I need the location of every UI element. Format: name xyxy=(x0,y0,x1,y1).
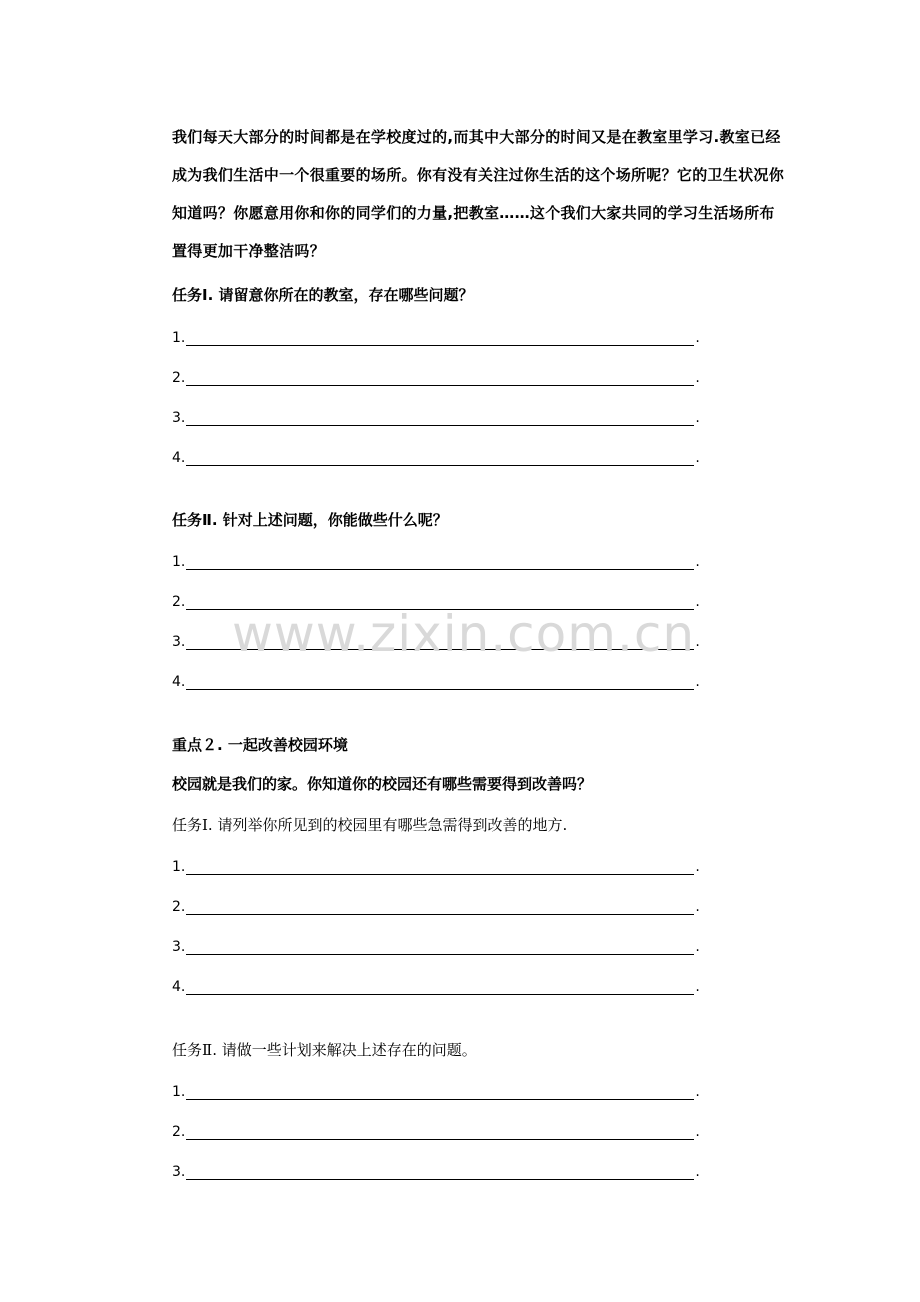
line-end-dot: . xyxy=(695,979,700,995)
answer-line-1[interactable] xyxy=(172,548,702,570)
blank-rule xyxy=(186,367,694,386)
blank-rule xyxy=(186,1121,694,1140)
line-end-dot: . xyxy=(695,1084,700,1100)
blank-rule xyxy=(186,327,694,346)
blank-rule xyxy=(186,936,694,955)
answer-line-4[interactable] xyxy=(172,973,702,995)
answer-line-4[interactable] xyxy=(172,444,702,466)
line-end-dot: . xyxy=(695,899,700,915)
answer-line-3[interactable] xyxy=(172,1158,702,1180)
line-number: 1. xyxy=(172,1084,186,1100)
line-number: 1. xyxy=(172,330,186,346)
line-number: 2. xyxy=(172,1124,186,1140)
blank-rule xyxy=(186,671,694,690)
blank-rule xyxy=(186,631,694,650)
line-number: 2. xyxy=(172,594,186,610)
answer-line-3[interactable] xyxy=(172,628,702,650)
line-number: 1. xyxy=(172,859,186,875)
line-number: 2. xyxy=(172,370,186,386)
section-2-question: 校园就是我们的家。你知道你的校园还有哪些需要得到改善吗？ xyxy=(172,775,593,793)
line-number: 3. xyxy=(172,939,186,955)
intro-paragraph: 我们每天大部分的时间都是在学校度过的,而其中大部分的时间又是在教室里学习.教室已经成为我们生活中一个很重要的场所。你有没有关注过你生活的这个场所呢？它的卫生状况你知道吗？你愿意用你和你的同学们的力量,把教室……这个我们大家共同的学习生活场所布置得更加干净整洁吗？ xyxy=(172,128,785,260)
answer-line-3[interactable] xyxy=(172,933,702,955)
section-2-heading: 重点２. 一起改善校园环境 xyxy=(172,736,348,754)
line-number: 2. xyxy=(172,899,186,915)
line-end-dot: . xyxy=(695,410,700,426)
line-number: 1. xyxy=(172,554,186,570)
blank-rule xyxy=(186,1161,694,1180)
answer-line-2[interactable] xyxy=(172,364,702,386)
watermark: www.zixin.com.cn xyxy=(232,605,696,663)
line-end-dot: . xyxy=(695,674,700,690)
line-number: 3. xyxy=(172,1164,186,1180)
task-2-heading: 任务Ⅱ. 请做一些计划来解决上述存在的问题。 xyxy=(172,1041,477,1059)
line-end-dot: . xyxy=(695,450,700,466)
blank-rule xyxy=(186,976,694,995)
blank-rule xyxy=(186,1081,694,1100)
line-number: 4. xyxy=(172,674,186,690)
answer-line-4[interactable] xyxy=(172,668,702,690)
blank-rule xyxy=(186,896,694,915)
blank-rule xyxy=(186,856,694,875)
answer-line-1[interactable] xyxy=(172,1078,702,1100)
line-end-dot: . xyxy=(695,1124,700,1140)
task-2-heading: 任务Ⅱ. 针对上述问题，你能做些什么呢？ xyxy=(172,511,448,529)
line-number: 4. xyxy=(172,450,186,466)
line-end-dot: . xyxy=(695,554,700,570)
line-number: 3. xyxy=(172,634,186,650)
line-end-dot: . xyxy=(695,859,700,875)
answer-line-2[interactable] xyxy=(172,588,702,610)
line-number: 4. xyxy=(172,979,186,995)
blank-rule xyxy=(186,447,694,466)
line-end-dot: . xyxy=(695,939,700,955)
blank-rule xyxy=(186,551,694,570)
blank-rule xyxy=(186,407,694,426)
answer-line-1[interactable] xyxy=(172,324,702,346)
line-end-dot: . xyxy=(695,330,700,346)
answer-line-2[interactable] xyxy=(172,1118,702,1140)
answer-line-3[interactable] xyxy=(172,404,702,426)
answer-line-1[interactable] xyxy=(172,853,702,875)
line-end-dot: . xyxy=(695,594,700,610)
answer-line-2[interactable] xyxy=(172,893,702,915)
line-number: 3. xyxy=(172,410,186,426)
task-1-heading: 任务Ⅰ. 请列举你所见到的校园里有哪些急需得到改善的地方. xyxy=(172,816,568,834)
line-end-dot: . xyxy=(695,1164,700,1180)
line-end-dot: . xyxy=(695,370,700,386)
line-end-dot: . xyxy=(695,634,700,650)
blank-rule xyxy=(186,591,694,610)
task-1-heading: 任务Ⅰ. 请留意你所在的教室，存在哪些问题？ xyxy=(172,286,474,304)
